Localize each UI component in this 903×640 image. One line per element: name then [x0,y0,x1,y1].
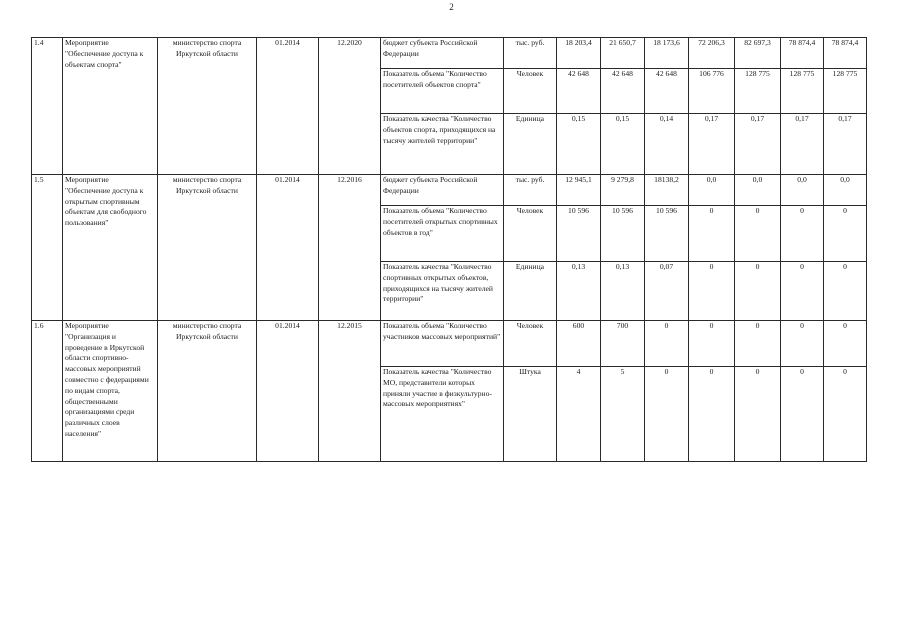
measure-code: 1.5 [32,175,63,321]
value-cell: 82 697,3 [735,38,781,69]
value-cell: 0,17 [824,114,867,175]
measure-start: 01.2014 [257,321,319,462]
indicator-name: бюджет субъекта Российской Федерации [381,175,504,206]
indicator-unit: тыс. руб. [504,38,557,69]
value-cell: 0 [781,262,824,321]
indicator-name: Показатель объема "Количество посетителей открытых спортивных объектов в год" [381,206,504,262]
value-cell: 18 203,4 [557,38,601,69]
value-cell: 0 [689,262,735,321]
measure-name: Мероприятие "Обеспечение доступа к объектам спорта" [63,38,158,175]
measure-start: 01.2014 [257,38,319,175]
indicator-name: Показатель качества "Количество спортивных открытых объектов, приходящихся на тысячу жителей территории" [381,262,504,321]
indicator-name: Показатель качества "Количество МО, представители которых приняли участие в физкультурно-массовых мероприятиях" [381,367,504,462]
indicator-name: Показатель объема "Количество участников массовых мероприятий" [381,321,504,367]
page-number: 2 [449,2,454,12]
value-cell: 0 [781,206,824,262]
indicator-name: Показатель качества "Количество объектов спорта, приходящихся на тысячу жителей территории" [381,114,504,175]
value-cell: 0,15 [601,114,645,175]
value-cell: 0 [781,321,824,367]
table-row [32,175,867,206]
value-cell: 0 [689,367,735,462]
value-cell: 0 [689,321,735,367]
value-cell: 5 [601,367,645,462]
value-cell: 0 [735,206,781,262]
value-cell: 0 [645,367,689,462]
value-cell: 700 [601,321,645,367]
value-cell: 0,0 [781,175,824,206]
value-cell: 78 874,4 [781,38,824,69]
indicator-name: бюджет субъекта Российской Федерации [381,38,504,69]
indicator-unit: Штука [504,367,557,462]
value-cell: 78 874,4 [824,38,867,69]
value-cell: 18138,2 [645,175,689,206]
value-cell: 42 648 [601,69,645,114]
value-cell: 0,17 [735,114,781,175]
value-cell: 0 [645,321,689,367]
value-cell: 128 775 [824,69,867,114]
value-cell: 0,13 [557,262,601,321]
measure-code: 1.4 [32,38,63,175]
value-cell: 10 596 [601,206,645,262]
value-cell: 0 [689,206,735,262]
value-cell: 0 [735,262,781,321]
value-cell: 0 [735,321,781,367]
value-cell: 128 775 [781,69,824,114]
value-cell: 0 [824,206,867,262]
measure-end: 12.2015 [319,321,381,462]
measure-end: 12.2016 [319,175,381,321]
table-row [32,38,867,69]
value-cell: 0,0 [824,175,867,206]
measure-end: 12.2020 [319,38,381,175]
value-cell: 10 596 [557,206,601,262]
value-cell: 0,0 [689,175,735,206]
value-cell: 4 [557,367,601,462]
indicator-unit: Единица [504,114,557,175]
value-cell: 0,13 [601,262,645,321]
measure-executor: министерство спорта Иркутской области [158,321,257,462]
value-cell: 600 [557,321,601,367]
value-cell: 21 650,7 [601,38,645,69]
measure-executor: министерство спорта Иркутской области [158,175,257,321]
value-cell: 10 596 [645,206,689,262]
value-cell: 0 [824,262,867,321]
indicator-unit: тыс. руб. [504,175,557,206]
value-cell: 42 648 [645,69,689,114]
value-cell: 0 [735,367,781,462]
indicator-unit: Человек [504,206,557,262]
value-cell: 128 775 [735,69,781,114]
indicator-unit: Человек [504,321,557,367]
value-cell: 0,07 [645,262,689,321]
value-cell: 9 279,8 [601,175,645,206]
value-cell: 0 [781,367,824,462]
value-cell: 0 [824,321,867,367]
program-table [31,37,867,462]
value-cell: 42 648 [557,69,601,114]
value-cell: 0,17 [781,114,824,175]
measure-name: Мероприятие "Обеспечение доступа к открытым спортивным объектам для свободного пользования" [63,175,158,321]
value-cell: 0 [824,367,867,462]
value-cell: 72 206,3 [689,38,735,69]
indicator-name: Показатель объема "Количество посетителей объектов спорта" [381,69,504,114]
value-cell: 106 776 [689,69,735,114]
value-cell: 18 173,6 [645,38,689,69]
measure-code: 1.6 [32,321,63,462]
measure-name: Мероприятие "Организация и проведение в Иркутской области спортивно-массовых мероприятий совместно с федерациями по видам спорта, общественными организациями среди различных слоев населения" [63,321,158,462]
value-cell: 0,14 [645,114,689,175]
measure-executor: министерство спорта Иркутской области [158,38,257,175]
measure-start: 01.2014 [257,175,319,321]
indicator-unit: Человек [504,69,557,114]
value-cell: 0,15 [557,114,601,175]
indicator-unit: Единица [504,262,557,321]
table-row [32,321,867,367]
value-cell: 12 945,1 [557,175,601,206]
value-cell: 0,17 [689,114,735,175]
value-cell: 0,0 [735,175,781,206]
